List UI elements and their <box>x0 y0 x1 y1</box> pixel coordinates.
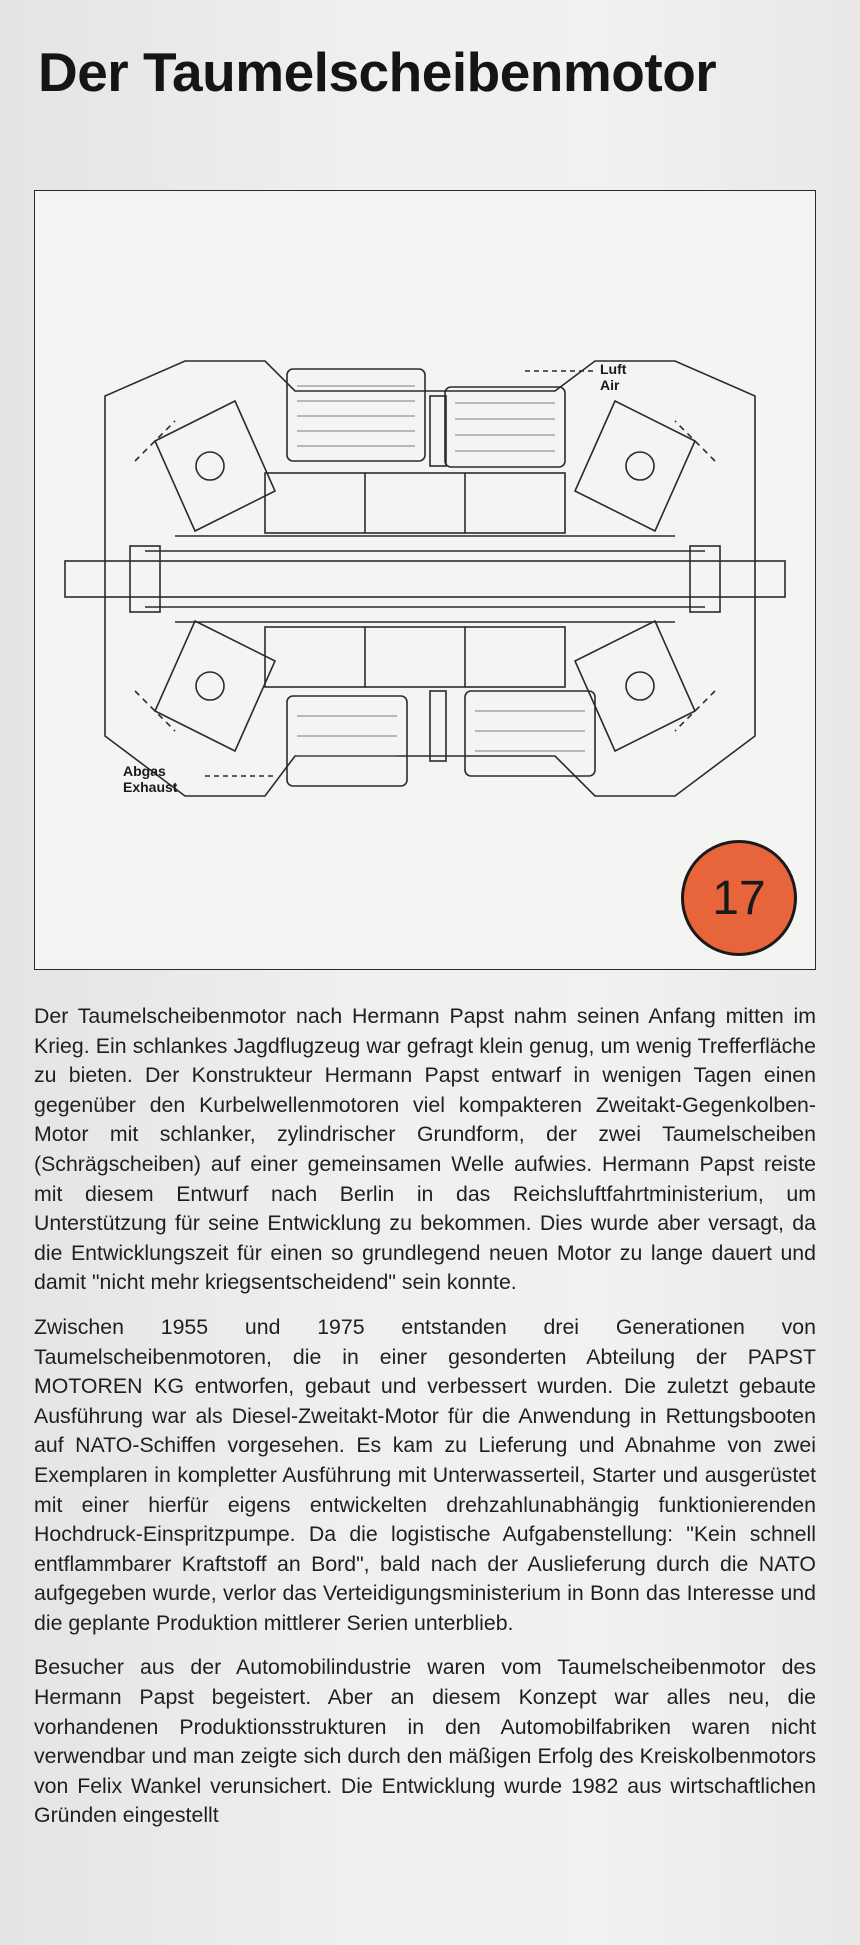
exhibit-number-badge <box>681 840 797 956</box>
paragraph-generations: Zwischen 1955 und 1975 entstanden drei Generationen von Taumelscheibenmotoren, die in einer gesonderten Abteilung der PAPST MOTOREN KG entworfen, gebaut und verbessert wurden. Die zuletzt gebaute Ausführung war als Diesel-Zweitakt-Motor für die Anwendung in Rettungsbooten auf NATO-Schiffen vorgesehen. Es kam zu Lieferung und Abnahme von zwei Exemplaren in kompletter Ausführung mit Unterwasserteil, Starter und ausgerüstet mit einer hierfür eigens entwickelten drehzahlunabhängig funktionierenden Hochdruck-Einspritzpumpe. Da die logistische Aufgabenstellung: "Kein schnell entflammbarer Kraftstoff an Bord", bald nach der Auslieferung durch die NATO aufgegeben wurde, verlor das Verteidigungsministerium in Bonn das Interesse und die geplante Produktion mittlerer Serien unterblieb. <box>34 1314 816 1635</box>
description-text <box>34 1002 816 1846</box>
air-label-de: Luft <box>600 361 627 377</box>
engine-drawing-frame <box>34 190 816 970</box>
engine-cross-section-drawing <box>35 191 815 969</box>
exhaust-label-de: Abgas <box>123 763 166 779</box>
air-label-en: Air <box>600 377 620 393</box>
exhibit-number: 17 <box>712 871 766 925</box>
paragraph-industry: Besucher aus der Automobilindustrie waren vom Taumelscheibenmotor des Hermann Papst begeistert. Aber an diesem Konzept war alles neu, die vorhandenen Produktionsstrukturen in den Automobilfabriken waren nicht verwendbar und man zeigte sich durch den mäßigen Erfolg des Kreiskolbenmotors von Felix Wankel verunsichert. Die Entwicklung wurde 1982 aus wirtschaftlichen Gründen eingestellt <box>34 1655 816 1828</box>
exhaust-label-en: Exhaust <box>123 779 178 795</box>
page-title: Der Taumelscheibenmotor <box>38 41 717 103</box>
paragraph-history-war: Der Taumelscheibenmotor nach Hermann Papst nahm seinen Anfang mitten im Krieg. Ein schlankes Jagdflugzeug war gefragt klein genug, um wenig Trefferfläche zu bieten. Der Konstrukteur Hermann Papst entwarf in wenigen Tagen einen gegenüber den Kurbelwellenmotoren viel kompakteren Zweitakt-Gegenkolben-Motor mit schlanker, zylindrischer Grundform, der zwei Taumelscheiben (Schrägscheiben) auf einer gemeinsamen Welle aufwies. Hermann Papst reiste mit diesem Entwurf nach Berlin in das Reichsluftfahrtministerium, um Unterstützung für seine Entwicklung zu bekommen. Dies wurde aber versagt, da die Entwicklungszeit für einen so grundlegend neuen Motor zu lange dauert und damit "nicht mehr kriegsentscheidend" sein konnte. <box>34 1004 816 1295</box>
